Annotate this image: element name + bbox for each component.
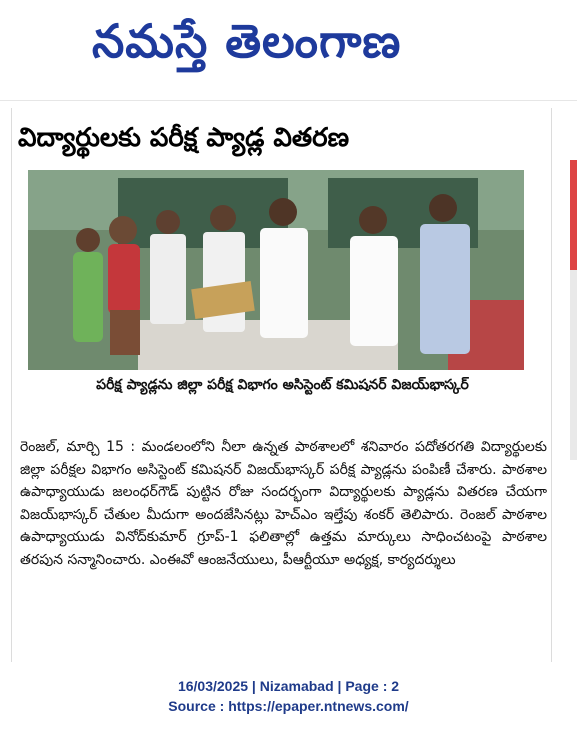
article-body: రెంజల్, మార్చి 15 : మండలంలోని నీలా ఉన్నత పాఠశాలలో శనివారం పదోతరగతి విద్యార్థులకు జిల్లా పరీక్షల విభాగం అసిస్టెంట్ కమిషనర్ విజయ్‌భాస్కర్ పరీక్ష ప్యాడ్లను పంపిణీ చేశారు. పాఠశాల ఉపాధ్యాయుడు జలంధర్‌గౌడ్ పుట్టిన రోజు సందర్భంగా విద్యార్థులకు ప్యాడ్లను వితరణ చేయగా విజయ్‌భాస్కర్ చేతుల మీదుగా అందజేసినట్లు హెచ్‌ఎం ఇల్తేపు శంకర్ తెలిపారు. రెంజల్ పాఠశాల ఉపాధ్యాయుడు వినోద్‌కుమార్ గ్రూప్-1 ఫలితాల్లో ఉత్తమ మార్కులు సాధించటంపై పాఠశాల తరపున సన్మానించారు. ఎంఈవో ఆంజనేయులు, పీఆర్టీయూ అధ్యక్ష, కార్యదర్శులు <box>20 439 547 568</box>
newspaper-logo: నమస్తే తెలంగాణ <box>92 14 402 68</box>
adjacent-article-edge <box>570 160 577 460</box>
photo-caption: పరీక్ష ప్యాడ్లను జిల్లా పరీక్ష విభాగం అసిస్టెంట్ కమిషనర్ విజయ్‌భాస్కర్ <box>96 377 469 393</box>
masthead <box>0 0 577 100</box>
article-headline: విద్యార్థులకు పరీక్ష ప్యాడ్ల వితరణ <box>18 123 350 153</box>
photo-icon <box>28 170 524 370</box>
adjacent-photo-edge <box>570 160 577 270</box>
source-footer <box>0 676 577 720</box>
article-photo <box>28 170 524 370</box>
edition-info: 16/03/2025 | Nizamabad | Page : 2 <box>177 678 400 694</box>
source-link[interactable]: Source : https://epaper.ntnews.com/ <box>168 698 409 714</box>
divider <box>0 100 577 101</box>
